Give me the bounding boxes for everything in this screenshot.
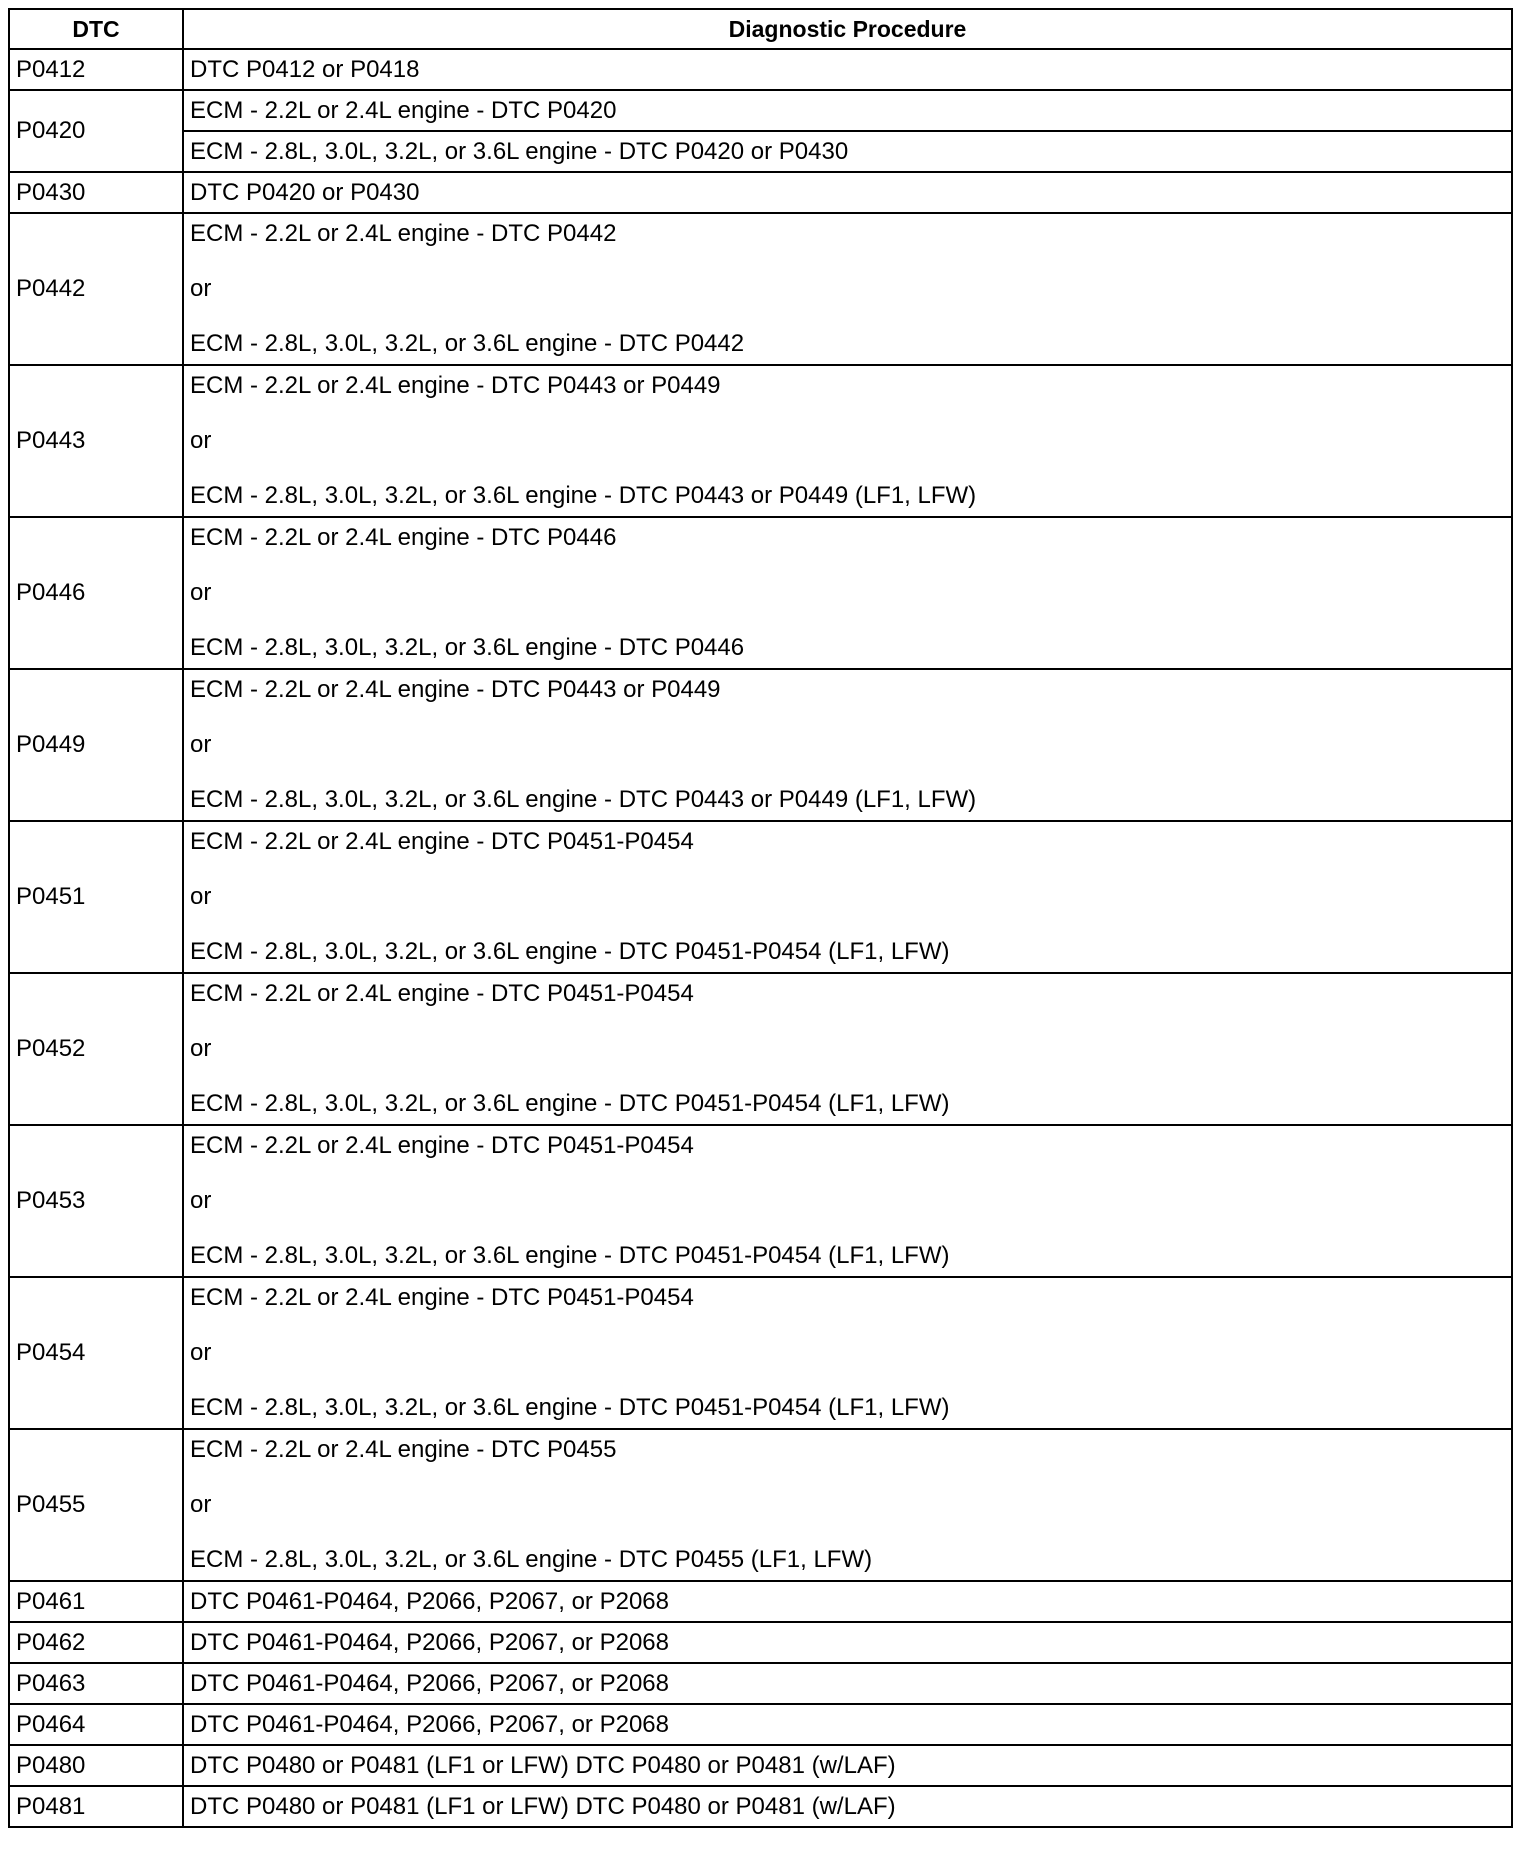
dtc-code-cell: P0412 [9,49,183,90]
table-row [9,1704,1512,1745]
table-row [9,973,1512,1125]
dtc-code-cell: P0442 [9,213,183,365]
dtc-code-cell: P0420 [9,90,183,172]
table-row [9,131,1512,172]
procedure-cell: DTC P0461-P0464, P2066, P2067, or P2068 [183,1704,1512,1745]
procedure-cell [183,517,1512,669]
procedure-cell: ECM - 2.8L, 3.0L, 3.2L, or 3.6L engine - DTC P0420 or P0430 [183,131,1512,172]
procedure-line: ECM - 2.2L or 2.4L engine - DTC P0446 [190,524,617,551]
procedure-cell: DTC P0480 or P0481 (LF1 or LFW) DTC P0480 or P0481 (w/LAF) [183,1786,1512,1827]
table-row [9,1429,1512,1581]
procedure-cell: DTC P0461-P0464, P2066, P2067, or P2068 [183,1581,1512,1622]
procedure-cell: DTC P0461-P0464, P2066, P2067, or P2068 [183,1663,1512,1704]
procedure-or: or [190,883,212,910]
procedure-line: ECM - 2.8L, 3.0L, 3.2L, or 3.6L engine - DTC P0451-P0454 (LF1, LFW) [190,1242,950,1269]
dtc-code-cell: P0455 [9,1429,183,1581]
table-header-row [9,9,1512,49]
procedure-line: ECM - 2.2L or 2.4L engine - DTC P0443 or P0449 [190,676,721,703]
procedure-cell: DTC P0420 or P0430 [183,172,1512,213]
procedure-cell: ECM - 2.2L or 2.4L engine - DTC P0420 [183,90,1512,131]
procedure-cell [183,365,1512,517]
dtc-code-cell: P0452 [9,973,183,1125]
table-row [9,517,1512,669]
table-row [9,1277,1512,1429]
table-row [9,669,1512,821]
procedure-line: ECM - 2.2L or 2.4L engine - DTC P0455 [190,1436,617,1463]
table-row [9,1622,1512,1663]
procedure-line: ECM - 2.8L, 3.0L, 3.2L, or 3.6L engine - DTC P0451-P0454 (LF1, LFW) [190,1394,950,1421]
procedure-or: or [190,731,212,758]
procedure-line: ECM - 2.8L, 3.0L, 3.2L, or 3.6L engine - DTC P0442 [190,330,745,357]
dtc-code-cell: P0461 [9,1581,183,1622]
procedure-or: or [190,1491,212,1518]
dtc-code-cell: P0463 [9,1663,183,1704]
table-row [9,49,1512,90]
procedure-or: or [190,1035,212,1062]
procedure-line: ECM - 2.2L or 2.4L engine - DTC P0451-P0454 [190,1132,694,1159]
procedure-cell [183,1429,1512,1581]
table-row [9,1125,1512,1277]
procedure-or: or [190,1187,212,1214]
dtc-code-cell: P0462 [9,1622,183,1663]
procedure-line: ECM - 2.2L or 2.4L engine - DTC P0451-P0454 [190,1284,694,1311]
procedure-cell [183,821,1512,973]
dtc-code-cell: P0449 [9,669,183,821]
table-row [9,365,1512,517]
table-row [9,1786,1512,1827]
procedure-line: ECM - 2.2L or 2.4L engine - DTC P0451-P0454 [190,980,694,1007]
procedure-cell [183,1125,1512,1277]
table-row [9,1581,1512,1622]
procedure-line: ECM - 2.8L, 3.0L, 3.2L, or 3.6L engine - DTC P0443 or P0449 (LF1, LFW) [190,786,977,813]
dtc-code-cell: P0451 [9,821,183,973]
procedure-line: ECM - 2.2L or 2.4L engine - DTC P0442 [190,220,617,247]
table-row [9,821,1512,973]
table-row [9,1745,1512,1786]
procedure-cell: DTC P0480 or P0481 (LF1 or LFW) DTC P0480 or P0481 (w/LAF) [183,1745,1512,1786]
procedure-or: or [190,1339,212,1366]
dtc-code-cell: P0446 [9,517,183,669]
dtc-table-container [8,8,1513,1828]
procedure-cell [183,1277,1512,1429]
dtc-code-cell: P0464 [9,1704,183,1745]
procedure-line: ECM - 2.2L or 2.4L engine - DTC P0443 or P0449 [190,372,721,399]
table-row [9,213,1512,365]
procedure-or: or [190,275,212,302]
procedure-line: ECM - 2.8L, 3.0L, 3.2L, or 3.6L engine - DTC P0446 [190,634,745,661]
column-header-diagnostic-procedure: Diagnostic Procedure [183,9,1512,49]
dtc-code-cell: P0453 [9,1125,183,1277]
procedure-line: ECM - 2.2L or 2.4L engine - DTC P0451-P0454 [190,828,694,855]
dtc-table [8,8,1513,1828]
procedure-line: ECM - 2.8L, 3.0L, 3.2L, or 3.6L engine - DTC P0455 (LF1, LFW) [190,1546,873,1573]
dtc-code-cell: P0480 [9,1745,183,1786]
table-row [9,90,1512,131]
dtc-code-cell: P0481 [9,1786,183,1827]
procedure-line: ECM - 2.8L, 3.0L, 3.2L, or 3.6L engine - DTC P0451-P0454 (LF1, LFW) [190,938,950,965]
table-row [9,1663,1512,1704]
procedure-cell [183,213,1512,365]
procedure-cell: DTC P0461-P0464, P2066, P2067, or P2068 [183,1622,1512,1663]
procedure-cell [183,669,1512,821]
procedure-or: or [190,427,212,454]
dtc-code-cell: P0443 [9,365,183,517]
procedure-line: ECM - 2.8L, 3.0L, 3.2L, or 3.6L engine - DTC P0443 or P0449 (LF1, LFW) [190,482,977,509]
table-row [9,172,1512,213]
dtc-code-cell: P0454 [9,1277,183,1429]
column-header-dtc: DTC [9,9,183,49]
procedure-cell [183,973,1512,1125]
procedure-or: or [190,579,212,606]
dtc-code-cell: P0430 [9,172,183,213]
procedure-line: ECM - 2.8L, 3.0L, 3.2L, or 3.6L engine - DTC P0451-P0454 (LF1, LFW) [190,1090,950,1117]
procedure-cell: DTC P0412 or P0418 [183,49,1512,90]
